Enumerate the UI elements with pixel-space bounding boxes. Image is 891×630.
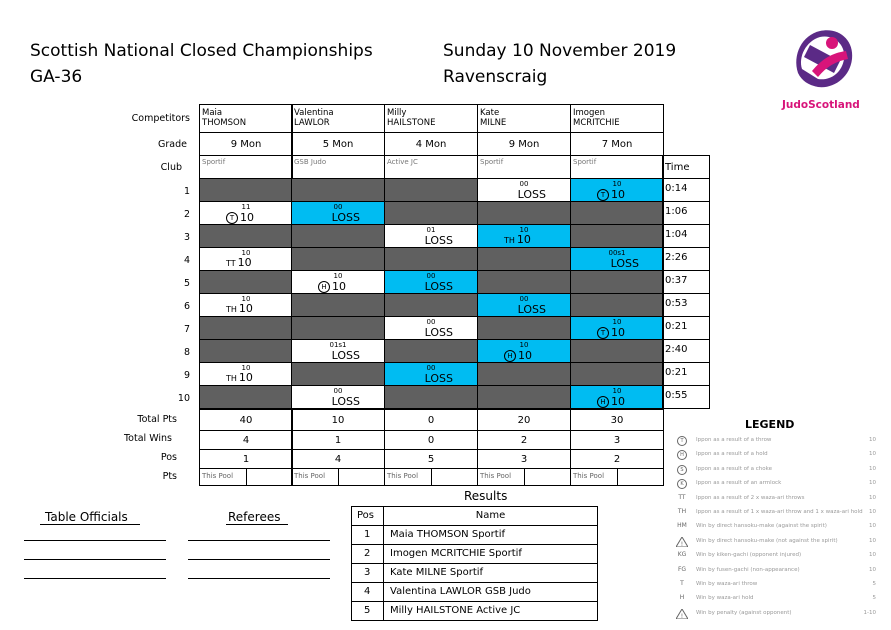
competitors-label: Competitors <box>131 113 190 124</box>
result-value: 10 <box>238 302 253 315</box>
legend-points: 10 <box>869 494 876 501</box>
legend-text: Win by direct hansoku-make (not against the spirit) <box>696 537 838 544</box>
total-wins-label: Total Wins <box>123 433 172 444</box>
bout-cell <box>570 339 664 363</box>
results-name: Valentina LAWLOR GSB Judo <box>383 582 598 602</box>
technique-code: TH <box>504 236 515 245</box>
bout-cell[interactable] <box>291 385 385 409</box>
legend-points: 5 <box>872 581 876 587</box>
competitor-name <box>384 104 478 133</box>
table-official-line-1[interactable] <box>24 540 166 541</box>
ippon-throw-icon: T <box>226 212 238 224</box>
bout-cell <box>477 316 571 340</box>
bout-result <box>226 371 253 385</box>
svg-text:!: ! <box>680 612 684 619</box>
legend-points: 10 <box>869 437 876 443</box>
bout-cell <box>199 339 293 363</box>
svg-text:!: ! <box>680 540 684 547</box>
legend-text: Win by fusen-gachi (non-appearance) <box>696 566 800 573</box>
competitor-name <box>477 104 571 133</box>
bout-cell <box>199 224 293 248</box>
bout-cell[interactable] <box>570 247 664 271</box>
results-name: Milly HAILSTONE Active JC <box>383 601 598 621</box>
bout-time: 0:21 <box>662 362 710 386</box>
bout-cell[interactable] <box>291 339 385 363</box>
total-points: 30 <box>570 409 664 431</box>
bout-cell[interactable] <box>384 224 478 248</box>
results-name: Kate MILNE Sportif <box>383 563 598 583</box>
bout-score: 10 <box>241 249 251 257</box>
competitor-club: GSB Judo <box>291 155 385 179</box>
legend-text: Win by kiken-gachi (opponent injured) <box>696 552 802 559</box>
bout-number: 1 <box>183 186 190 197</box>
club-label: Club <box>160 162 182 173</box>
total-points: 40 <box>199 409 293 431</box>
bout-cell <box>570 224 664 248</box>
bout-score: 01s1 <box>329 341 347 349</box>
bout-time: 0:37 <box>662 270 710 294</box>
legend-code: HM <box>677 522 687 530</box>
bout-cell <box>477 362 571 386</box>
bout-cell[interactable] <box>384 270 478 294</box>
pts-label: Pts <box>162 471 177 482</box>
result-value: LOSS <box>424 326 453 339</box>
bout-score: 11 <box>241 203 251 211</box>
bout-score: 00 <box>333 203 343 211</box>
bout-cell <box>384 339 478 363</box>
legend-item <box>676 607 876 621</box>
category-label: GA-36 <box>30 67 83 87</box>
bout-cell <box>477 270 571 294</box>
results-pos-header: Pos <box>351 506 384 526</box>
bout-result <box>332 211 360 224</box>
competitor-grade: 5 Mon <box>291 132 385 156</box>
bout-cell <box>570 362 664 386</box>
bout-cell[interactable] <box>199 247 293 271</box>
result-value: LOSS <box>424 280 453 293</box>
bout-cell <box>384 178 478 202</box>
bout-number: 2 <box>183 209 190 220</box>
result-value: 10 <box>332 280 346 293</box>
bout-number: 10 <box>177 393 190 404</box>
bout-result <box>425 372 453 385</box>
legend-item <box>676 434 876 448</box>
legend-points: 10 <box>869 566 876 573</box>
legend-text: Ippon as a result of a throw <box>696 437 772 443</box>
bout-result <box>332 349 360 362</box>
bout-cell <box>384 293 478 317</box>
time-header: Time <box>662 155 710 179</box>
result-value: 10 <box>611 326 625 339</box>
pool-label: This Pool <box>570 468 618 486</box>
pool-label: This Pool <box>199 468 247 486</box>
bout-cell[interactable] <box>199 362 293 386</box>
total-wins: 4 <box>199 430 293 450</box>
ippon-hold-icon: H <box>318 281 330 293</box>
event-venue: Ravenscraig <box>443 67 548 87</box>
total-wins: 1 <box>291 430 385 450</box>
bout-cell <box>199 270 293 294</box>
position: 2 <box>570 449 664 469</box>
result-value: 10 <box>237 256 252 269</box>
bout-result <box>597 395 625 408</box>
bout-cell <box>570 201 664 225</box>
bout-result <box>611 257 639 270</box>
bout-number: 4 <box>183 255 190 266</box>
competitor-first-name: Maia <box>202 108 223 118</box>
technique-code: TH <box>226 305 237 314</box>
bout-cell <box>199 178 293 202</box>
legend-text: Ippon as a result of a choke <box>696 465 773 472</box>
bout-cell[interactable] <box>199 201 293 225</box>
results-title: Results <box>464 489 508 503</box>
table-officials-label: Table Officials <box>45 510 128 524</box>
competitor-first-name: Valentina <box>294 108 334 118</box>
result-value: LOSS <box>610 257 639 270</box>
technique-code: TT <box>226 259 236 268</box>
bout-score: 00 <box>519 180 529 188</box>
legend-text: Ippon as a result of 1 x waza-ari throw and 1 x waza-ari hold <box>696 509 863 515</box>
legend-circle-icon: S <box>676 465 688 475</box>
legend-text: Win by penalty (against opponent) <box>696 609 792 616</box>
bout-score: 10 <box>519 341 529 349</box>
result-value: LOSS <box>331 395 360 408</box>
bout-result <box>518 303 546 316</box>
bout-score: 00 <box>426 272 436 280</box>
bout-score: 10 <box>519 226 529 234</box>
bout-cell[interactable] <box>477 178 571 202</box>
competitor-club: Sportif <box>199 155 293 179</box>
bout-cell <box>477 385 571 409</box>
competitor-name <box>570 104 664 133</box>
bout-cell <box>291 178 385 202</box>
legend-code: KG <box>677 551 687 559</box>
competitor-grade: 7 Mon <box>570 132 664 156</box>
pool-points-input[interactable] <box>431 468 478 486</box>
bout-number: 3 <box>183 232 190 243</box>
grade-label: Grade <box>158 139 187 150</box>
pool-points-input[interactable] <box>246 468 293 486</box>
bout-cell <box>291 247 385 271</box>
total-points: 20 <box>477 409 571 431</box>
bout-score: 10 <box>241 295 251 303</box>
bout-cell <box>384 201 478 225</box>
bout-result <box>226 211 254 224</box>
bout-number: 5 <box>183 278 190 289</box>
result-value: 10 <box>611 395 625 408</box>
bout-cell[interactable] <box>477 339 571 363</box>
pool-label: This Pool <box>384 468 432 486</box>
result-value: 10 <box>518 349 532 362</box>
bout-result <box>332 395 360 408</box>
bout-result <box>597 188 625 201</box>
result-value: 10 <box>238 371 253 384</box>
bout-result <box>318 280 346 293</box>
ippon-hold-icon: H <box>597 396 609 408</box>
bout-number: 8 <box>183 347 190 358</box>
bout-cell[interactable] <box>477 293 571 317</box>
competitor-last-name: MCRITCHIE <box>573 118 620 128</box>
pool-label: This Pool <box>291 468 339 486</box>
bout-result <box>504 233 531 247</box>
warning-triangle-icon <box>676 537 688 549</box>
result-value: LOSS <box>331 349 360 362</box>
legend-item <box>676 578 876 592</box>
legend-circle-icon: K <box>676 479 688 489</box>
logo-text: JudoScotland <box>782 99 860 111</box>
bout-cell <box>570 270 664 294</box>
bout-cell[interactable] <box>291 201 385 225</box>
bout-score: 10 <box>333 272 343 280</box>
referee-line-3[interactable] <box>188 578 330 579</box>
result-value: LOSS <box>331 211 360 224</box>
bout-score: 10 <box>612 180 622 188</box>
bout-cell <box>384 247 478 271</box>
competitor-grade: 9 Mon <box>477 132 571 156</box>
bout-time: 1:06 <box>662 201 710 225</box>
legend-points: 10 <box>869 480 876 487</box>
ippon-throw-icon: T <box>597 189 609 201</box>
bout-number: 9 <box>183 370 190 381</box>
bout-cell <box>477 201 571 225</box>
bout-cell <box>291 362 385 386</box>
competitor-first-name: Milly <box>387 108 407 118</box>
bout-cell <box>291 293 385 317</box>
result-value: 10 <box>516 233 531 246</box>
legend-title: LEGEND <box>745 418 795 431</box>
legend-points: 1-10 <box>863 609 876 616</box>
referee-line-1[interactable] <box>188 540 330 541</box>
pool-points-input[interactable] <box>524 468 571 486</box>
competitor-last-name: MILNE <box>480 118 507 128</box>
table-official-line-2[interactable] <box>24 559 166 560</box>
total-points: 0 <box>384 409 478 431</box>
pool-points-input[interactable] <box>338 468 385 486</box>
bout-time: 1:04 <box>662 224 710 248</box>
competitor-first-name: Kate <box>480 108 500 118</box>
competitor-name <box>199 104 293 133</box>
legend-item <box>676 492 876 506</box>
pool-label: This Pool <box>477 468 525 486</box>
legend-points: 10 <box>869 465 876 472</box>
bout-number: 6 <box>183 301 190 312</box>
legend-item <box>676 448 876 462</box>
bout-cell[interactable] <box>291 270 385 294</box>
logo-mark-icon <box>788 25 858 97</box>
result-value: 10 <box>611 188 625 201</box>
legend-points: 10 <box>869 537 876 544</box>
competitor-name <box>291 104 385 133</box>
bout-score: 00 <box>426 364 436 372</box>
legend-item <box>676 506 876 520</box>
warning-triangle-icon <box>676 609 688 621</box>
bout-time: 0:55 <box>662 385 710 409</box>
ippon-hold-icon: H <box>504 350 516 362</box>
legend-text: Ippon as a result of an armlock <box>696 480 782 487</box>
competitor-first-name: Imogen <box>573 108 605 118</box>
legend-code: T <box>680 580 684 587</box>
bout-result <box>226 302 253 316</box>
bout-score: 00 <box>426 318 436 326</box>
bout-cell <box>199 316 293 340</box>
bout-score: 00 <box>333 387 343 395</box>
results-name-header: Name <box>383 506 598 526</box>
position: 5 <box>384 449 478 469</box>
results-pos: 2 <box>351 544 384 564</box>
bout-cell <box>291 316 385 340</box>
legend-points: 5 <box>872 595 876 602</box>
position: 4 <box>291 449 385 469</box>
position: 3 <box>477 449 571 469</box>
result-value: 10 <box>240 211 254 224</box>
judoscotland-logo <box>782 25 860 115</box>
bout-cell <box>199 385 293 409</box>
result-value: LOSS <box>424 234 453 247</box>
bout-cell <box>477 247 571 271</box>
bout-time: 2:40 <box>662 339 710 363</box>
bout-result <box>425 326 453 339</box>
result-value: LOSS <box>424 372 453 385</box>
ippon-throw-icon: T <box>597 327 609 339</box>
bout-score: 00s1 <box>608 249 626 257</box>
legend-code: FG <box>677 565 687 573</box>
event-title: Scottish National Closed Championships <box>30 41 373 61</box>
competitor-club: Sportif <box>570 155 664 179</box>
legend-item <box>676 520 876 534</box>
bout-score: 00 <box>519 295 529 303</box>
legend-item <box>676 535 876 549</box>
legend-text: Win by direct hansoku-make (against the spirit) <box>696 523 827 530</box>
bout-time: 0:53 <box>662 293 710 317</box>
bout-score: 10 <box>612 318 622 326</box>
legend-text: Win by waza-ari throw <box>696 581 758 587</box>
total-wins: 0 <box>384 430 478 450</box>
bout-score: 10 <box>241 364 251 372</box>
results-pos: 3 <box>351 563 384 583</box>
bout-cell[interactable] <box>570 385 664 409</box>
legend-item <box>676 463 876 477</box>
competitor-grade: 9 Mon <box>199 132 293 156</box>
bout-cell[interactable] <box>570 178 664 202</box>
results-name: Imogen MCRITCHIE Sportif <box>383 544 598 564</box>
bout-cell[interactable] <box>384 362 478 386</box>
bout-result <box>597 326 625 339</box>
total-pts-label: Total Pts <box>137 414 177 425</box>
competitor-last-name: THOMSON <box>202 118 247 128</box>
legend-circle-icon: T <box>676 436 688 446</box>
bout-result <box>518 188 546 201</box>
referees-label: Referees <box>228 510 281 524</box>
bout-result <box>425 280 453 293</box>
legend-code: TT <box>678 493 686 501</box>
result-value: LOSS <box>517 188 546 201</box>
bout-number: 7 <box>183 324 190 335</box>
legend-circle-icon: H <box>676 450 688 460</box>
legend-item <box>676 549 876 563</box>
bout-cell <box>570 293 664 317</box>
bout-cell[interactable] <box>199 293 293 317</box>
bout-time: 0:14 <box>662 178 710 202</box>
competitor-club: Active JC <box>384 155 478 179</box>
competitor-club: Sportif <box>477 155 571 179</box>
legend-points: 10 <box>869 451 876 458</box>
legend-code: H <box>679 594 685 602</box>
bout-time: 0:21 <box>662 316 710 340</box>
competitor-last-name: HAILSTONE <box>387 118 436 128</box>
result-value: LOSS <box>517 303 546 316</box>
legend-points: 10 <box>869 509 876 515</box>
legend-points: 10 <box>869 552 876 559</box>
bout-result <box>425 234 453 247</box>
total-wins: 3 <box>570 430 664 450</box>
legend-code: TH <box>677 508 687 515</box>
pos-label: Pos <box>160 452 177 463</box>
total-points: 10 <box>291 409 385 431</box>
bout-result <box>504 349 532 362</box>
legend-item <box>676 592 876 606</box>
legend-text: Ippon as a result of a hold <box>696 451 768 458</box>
bout-score: 01 <box>426 226 436 234</box>
table-officials-underline <box>40 524 140 525</box>
results-name: Maia THOMSON Sportif <box>383 525 598 545</box>
bout-cell[interactable] <box>477 224 571 248</box>
bout-cell[interactable] <box>384 316 478 340</box>
results-pos: 4 <box>351 582 384 602</box>
bout-cell <box>384 385 478 409</box>
bout-time: 2:26 <box>662 247 710 271</box>
referee-line-2[interactable] <box>188 559 330 560</box>
technique-code: TH <box>226 374 237 383</box>
pool-points-input[interactable] <box>617 468 664 486</box>
bout-result <box>226 256 252 270</box>
total-wins: 2 <box>477 430 571 450</box>
legend-points: 10 <box>869 523 876 530</box>
table-official-line-3[interactable] <box>24 578 166 579</box>
legend-text: Win by waza-ari hold <box>696 595 754 602</box>
legend-item <box>676 477 876 491</box>
results-pos: 5 <box>351 601 384 621</box>
event-date: Sunday 10 November 2019 <box>443 41 677 61</box>
bout-cell[interactable] <box>570 316 664 340</box>
legend-item <box>676 564 876 578</box>
bout-score: 10 <box>612 387 622 395</box>
bout-cell <box>291 224 385 248</box>
competitor-last-name: LAWLOR <box>294 118 330 128</box>
legend-text: Ippon as a result of 2 x waza-ari throws <box>696 494 805 501</box>
competitor-grade: 4 Mon <box>384 132 478 156</box>
results-pos: 1 <box>351 525 384 545</box>
referees-underline <box>226 524 288 525</box>
position: 1 <box>199 449 293 469</box>
